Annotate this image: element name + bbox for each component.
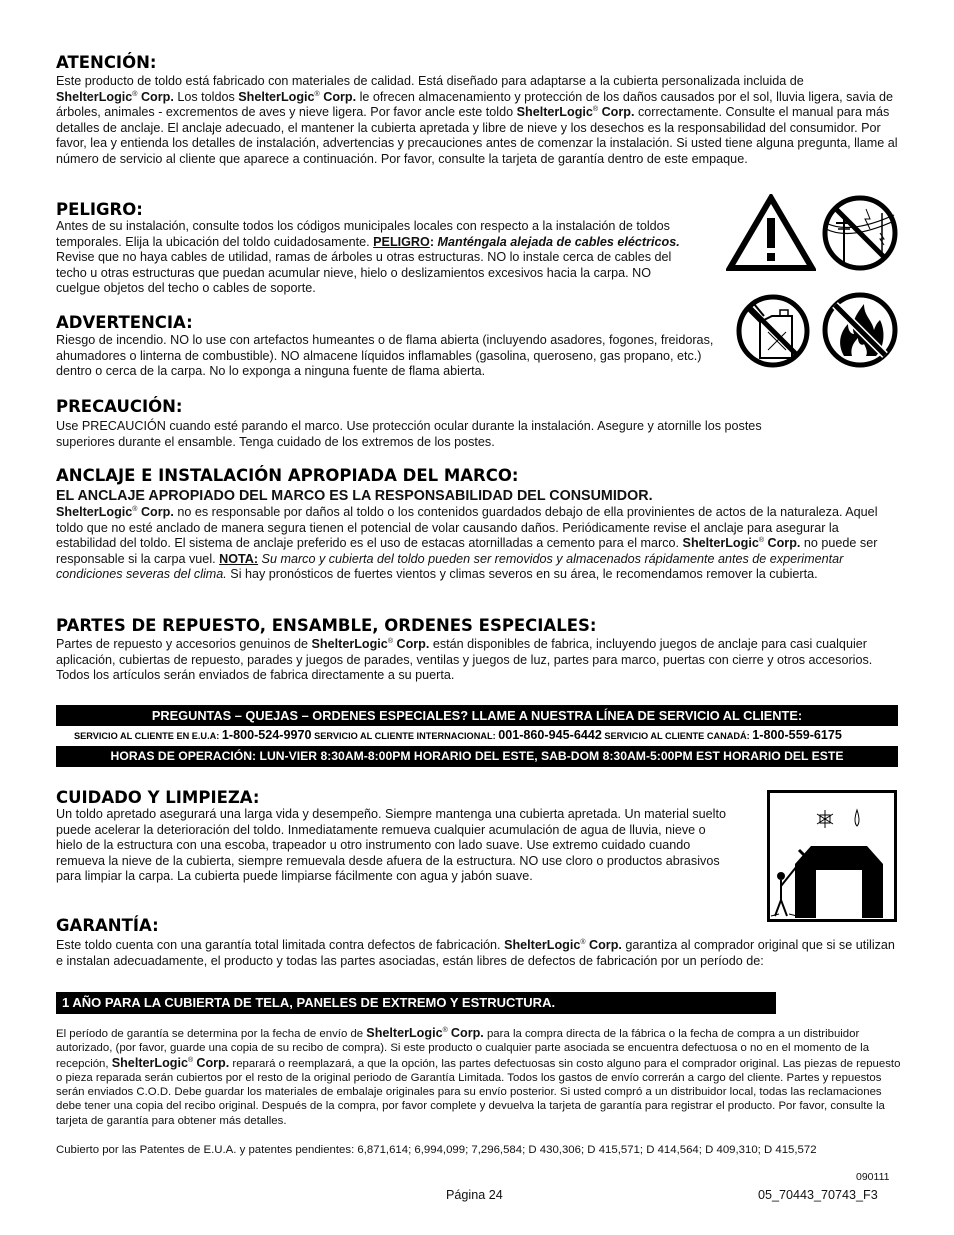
anclaje-text: ShelterLogic® Corp. no es responsable por daños al toldo o los contenidos guardados debajo de ella provinientes de actos de la naturaleza. Aquel toldo que no esté anclado de manera segura tienen el potencial de volar causando daños. Periódicamente revise el anclaje para asegurar la estabilidad del toldo. El sistema de anclaje preferido es el uso de estacas atornilladas a cemento para el marco. ShelterLogic® Corp. no puede ser responsable si la carpa vuel. NOTA: Su marco y cubierta del toldo pueden ser removidos y almacenados rápidamente antes de experimentar condiciones severas del clima. Si hay pronósticos de fuertes vientos y climas severos en su área, le recomendamos remover la cubierta. xyxy=(56,505,878,581)
peligro-title: PELIGRO: xyxy=(56,200,143,219)
precaucion-title: PRECAUCIÓN: xyxy=(56,397,183,416)
cuidado-text: Un toldo apretado asegurará una larga vida y desempeño. Siempre mantenga una cubierta apretada. Un material suelto puede acelerar la deterioración del toldo. Inmediatamente remueva cualquier acumulación de agua de lluvia, nieve o hielo de la estructura con una escoba, trapeador u otro instrumento con lado suave. Use extremo cuidado cuando remueva la nieve de la cubierta, siempre remuevala desde afuera de la estructura. NO use cloro o productos abrasivos para limpiar la carpa. La cubierta puede limpiarse fácilmente con agua y jabón suave. xyxy=(56,807,726,883)
patents: Cubierto por las Patentes de E.U.A. y patentes pendientes: 6,871,614; 6,994,099; 7,296,584; D 430,306; D 415,571; D 414,564; D 409,310; D 415,572 xyxy=(56,1144,817,1156)
garantia-title: GARANTÍA: xyxy=(56,916,159,935)
advertencia-title: ADVERTENCIA: xyxy=(56,313,193,332)
no-fire-icon xyxy=(820,290,900,370)
partes-title: PARTES DE REPUESTO, ENSAMBLE, ORDENES ESPECIALES: xyxy=(56,616,597,635)
anclaje-title: ANCLAJE E INSTALACIÓN APROPIADA DEL MARCO: xyxy=(56,466,519,485)
warranty-details: El período de garantía se determina por la fecha de envío de ShelterLogic® Corp. para la compra directa de la fábrica o la fecha de compra a un distribuidor autorizado, (por favor, guarde una copia de su recibo de compra). Si este producto o cualquier parte asociada se encuentra defectuosa o no en el momento de la recepción, ShelterLogic® Corp. reparará o reemplazará, a que la opción, las partes defectuosas sin costo alguno para el comprador original. Las piezas de repuesto o pieza reparada serán cubiertos por el resto de la original periodo de Garantía Limitada. Todos los gastos de envío correrán a cargo del cliente. Partes y repuestos serán enviados C.O.D. Debe guardar los materiales de embalaje originales para su envío posterior. Si usted compró a un distribuidor local, todas las reclamaciones debe tener una copia del recibo original. Después de la compra, por favor complete y devuelva la tarjeta de garantía para registrar el producto. Por favor, consulte la tarjeta de garantía para obtener más detalles. xyxy=(56,1026,901,1127)
warranty-banner: 1 AÑO PARA LA CUBIERTA DE TELA, PANELES DE EXTREMO Y ESTRUCTURA. xyxy=(56,992,776,1014)
doc-code: 05_70443_70743_F3 xyxy=(758,1188,878,1202)
anclaje-subtitle: EL ANCLAJE APROPIADO DEL MARCO ES LA RESPONSABILIDAD DEL CONSUMIDOR. xyxy=(56,488,653,504)
garantia-text: Este toldo cuenta con una garantía total limitada contra defectos de fabricación. ShelterLogic® Corp. garantiza al comprador original que si se utilizan e instalan adecuadamente, el producto y todas las partes asociadas, están libres de defectos de fabricación por un período de: xyxy=(56,938,895,968)
peligro-text: Antes de su instalación, consulte todos los códigos municipales locales con respecto a la instalación de toldos temporales. Elija la ubicación del toldo cuidadosamente. PELIGRO: Manténgala alejada de cables eléctricos. Revise que no haya cables de utilidad, ramas de árboles u otras estructuras. NO lo instale cerca de cables del techo u otras estructuras que puedan acumular nieve, hielo o deslizamientos excesivos hacia la carpa. NO cuelgue objetos del techo o cables de soporte. xyxy=(56,219,680,295)
page-number: Página 24 xyxy=(446,1188,503,1202)
warning-triangle-icon xyxy=(726,194,816,272)
atencion-text: Este producto de toldo está fabricado con materiales de calidad. Está diseñado para adaptarse a la cubierta personalizada incluida de ShelterLogic® Corp. Los toldos ShelterLogic® Corp. le ofrecen almacenamiento y protección de los daños causados por el sol, lluvia ligera, savia de árboles, animales - excrementos de aves y nieve ligera. Por favor ancle este toldo ShelterLogic® Corp. correctamente. Consulte el manual para más detalles de anclaje. El anclaje adecuado, el mantener la cubierta apretada y libre de nieve y los desechos es la responsabilidad del consumidor. Por favor, lea y entienda los detalles de instalación, advertencias y precauciones antes de comenzar la instalación. Si usted tiene alguna pregunta, llame al número de servicio al cliente que aparece a continuación. Por favor, consulte la tarjeta de garantía dentro de este empaque. xyxy=(56,74,898,166)
no-fuel-can-icon xyxy=(734,292,812,370)
footer-code: 090111 xyxy=(856,1171,890,1183)
atencion-title: ATENCIÓN: xyxy=(56,53,157,72)
precaucion-text: Use PRECAUCIÓN cuando esté parando el marco. Use protección ocular durante la instalación. Asegure y atornille los postes superiores durante el ensamble. Tenga cuidado de los extremos de los postes. xyxy=(56,419,762,449)
advertencia-text: Riesgo de incendio. NO lo use con artefactos humeantes o de flama abierta (incluyendo asadores, fogones, freidoras, ahumadores o linterna de combustible). NO almacene líquidos inflamables (gasolina, queroseno, gas propano, etc.) dentro o cerca de la carpa. No lo exponga a ninguna fuente de flama abierta. xyxy=(56,333,714,378)
service-phones: SERVICIO AL CLIENTE EN E.U.A: 1-800-524-9970 SERVICIO AL CLIENTE INTERNACIONAL: 001-860-945-6442 SERVICIO AL CLIENTE CANADÁ: 1-800-559-6175 xyxy=(74,728,842,742)
brand-name: ShelterLogic xyxy=(56,89,133,104)
partes-text: Partes de repuesto y accesorios genuinos de ShelterLogic® Corp. están disponibles de fabrica, incluyendo juegos de anclaje para casi cualquier aplicación, cubiertas de repuesto, parades y juegos de parades, ventilas y juegos de luz, partes para marco, puertas con cierre y otros accesorios. Todos los artículos serán enviados de fabrica directamente a su puerta. xyxy=(56,637,873,682)
hours-banner: HORAS DE OPERACIÓN: LUN-VIER 8:30AM-8:00PM HORARIO DEL ESTE, SAB-DOM 8:30AM-5:00PM EST HORARIO DEL ESTE xyxy=(56,746,898,767)
service-banner: PREGUNTAS – QUEJAS – ORDENES ESPECIALES? LLAME A NUESTRA LÍNEA DE SERVICIO AL CLIENTE: xyxy=(56,705,898,726)
no-power-lines-icon xyxy=(820,193,900,273)
cuidado-title: CUIDADO Y LIMPIEZA: xyxy=(56,788,260,807)
snow-care-illustration xyxy=(767,790,897,922)
